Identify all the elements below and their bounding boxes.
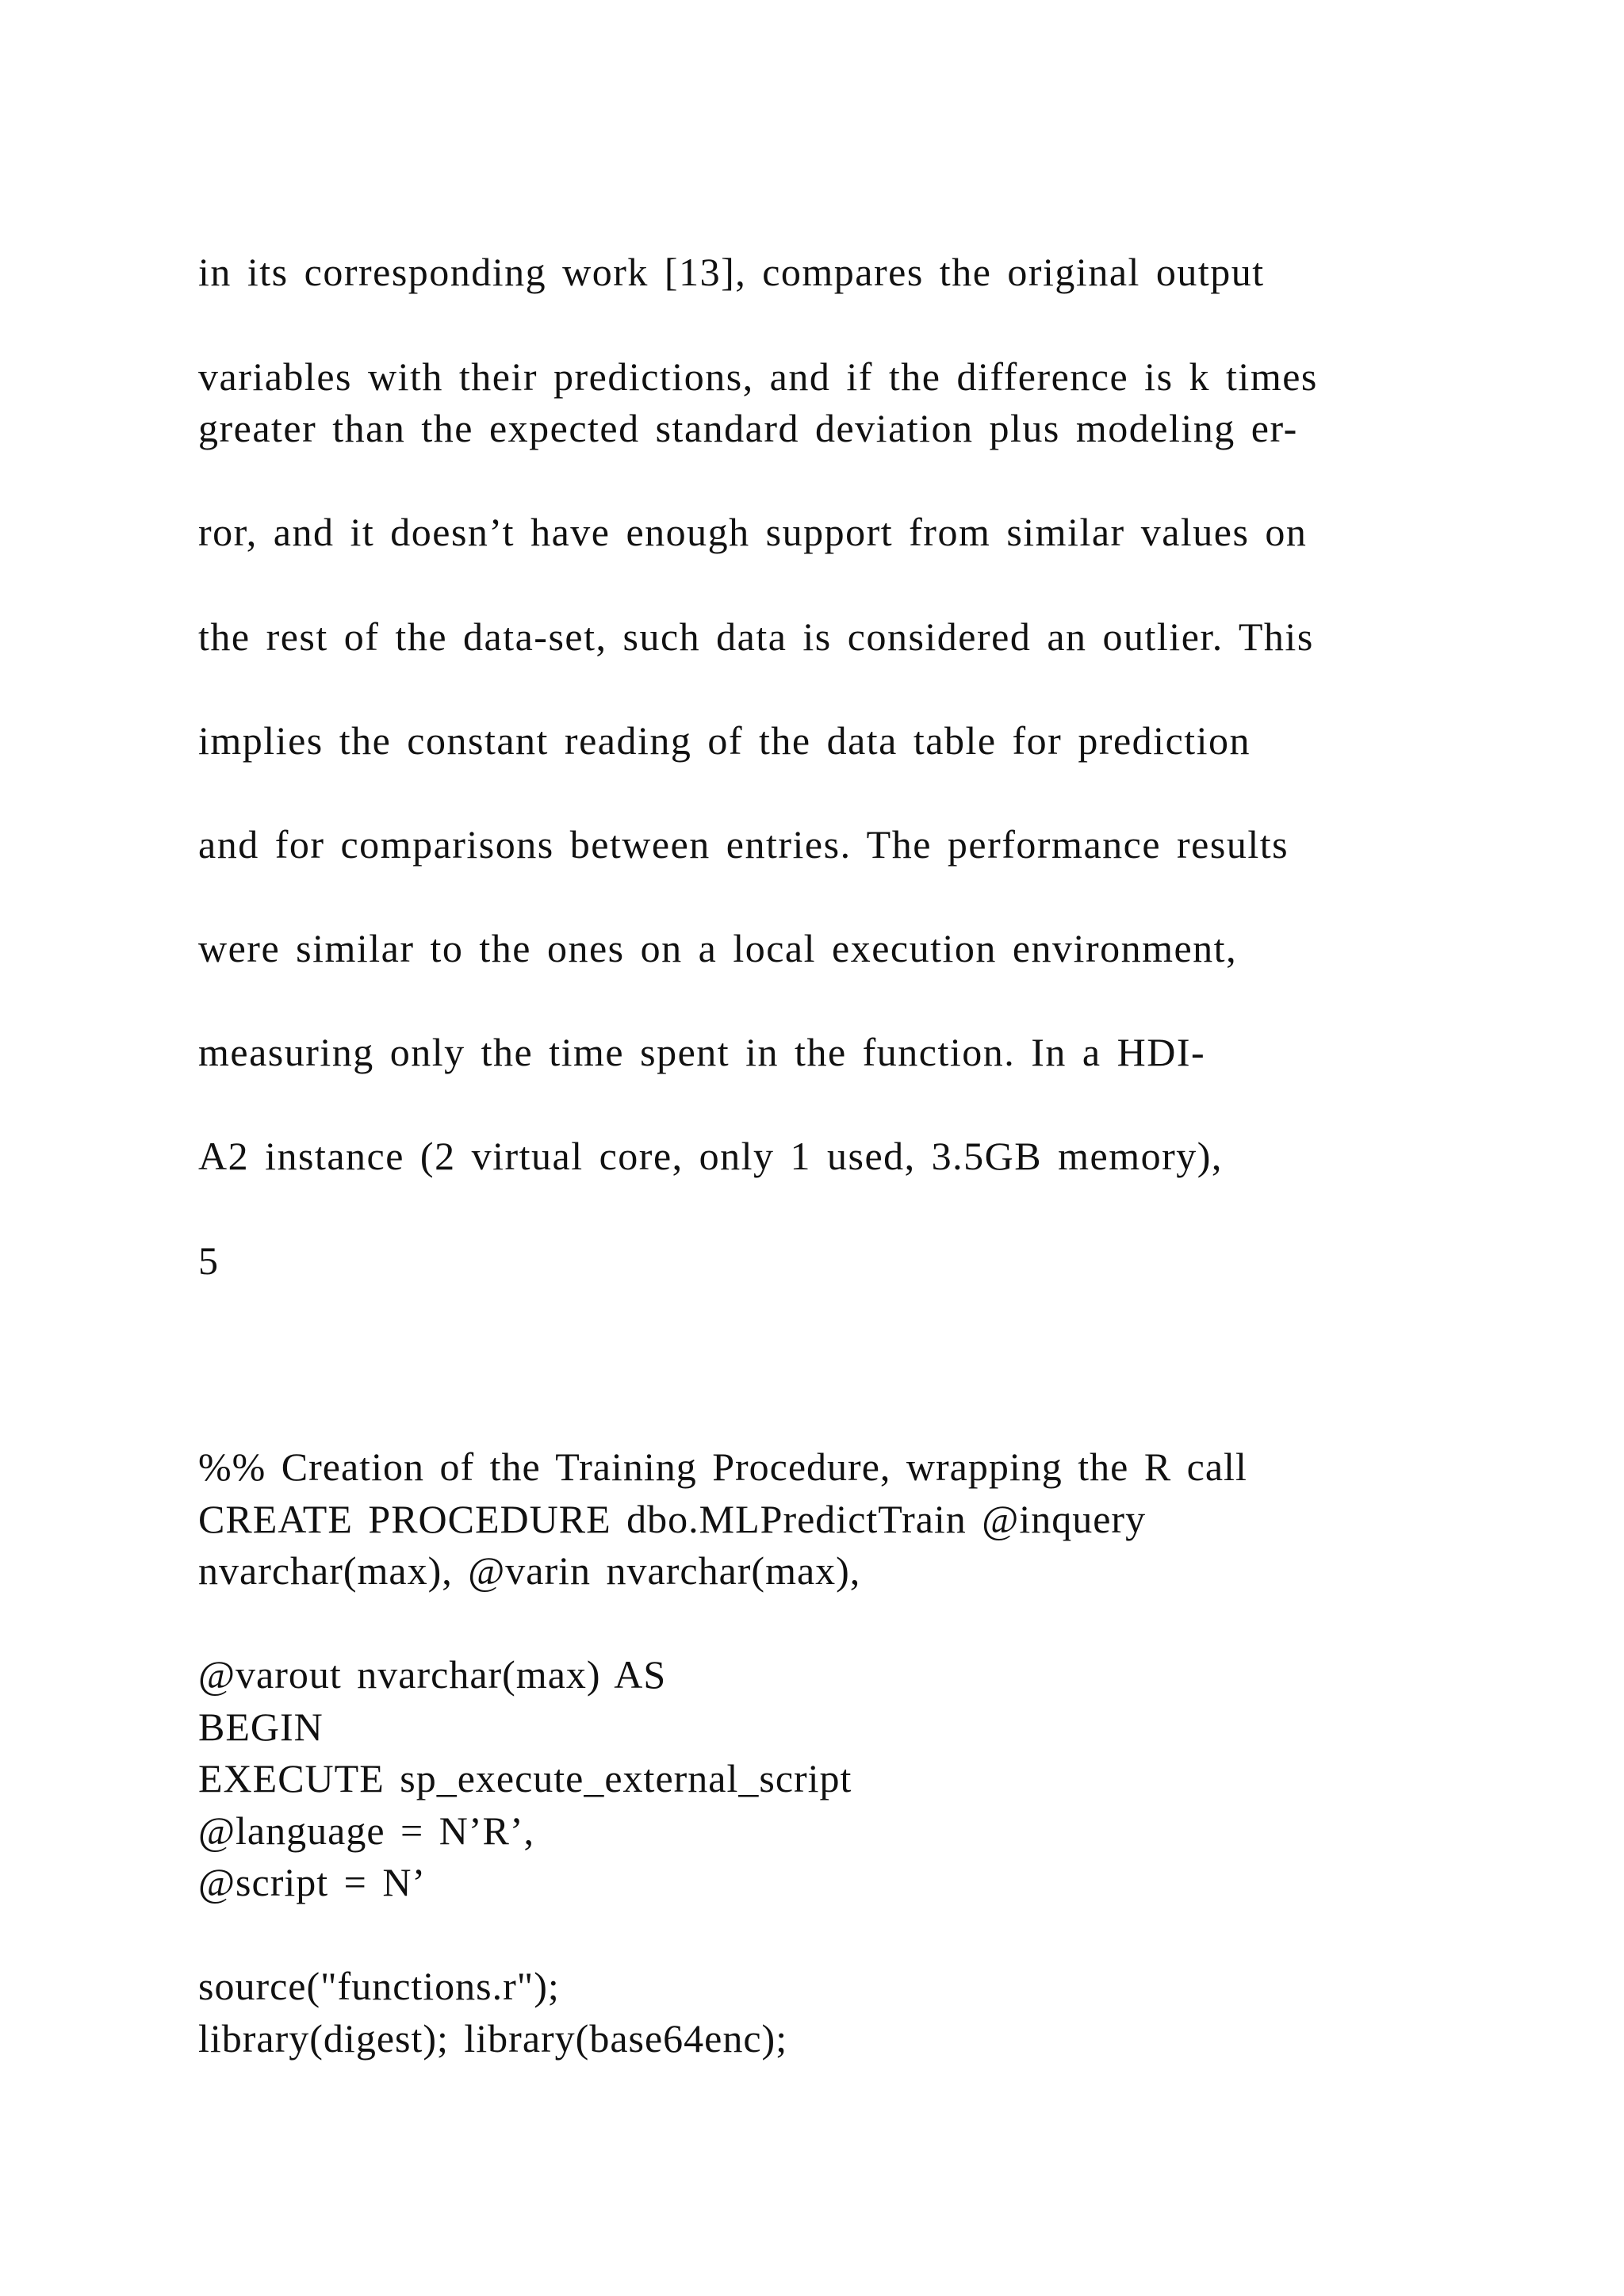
code-line: EXECUTE sp_execute_external_script [198, 1756, 852, 1800]
paragraph-line: the rest of the data-set, such data is considered an outlier. This [198, 614, 1314, 659]
code-line: %% Creation of the Training Procedure, wrapping the R call [198, 1445, 1247, 1489]
paragraph-line: measuring only the time spent in the function. In a HDI- [198, 1030, 1206, 1074]
code-line: source("functions.r"); [198, 1964, 560, 2008]
paragraph-line: implies the constant reading of the data table for prediction [198, 718, 1251, 763]
paragraph-line: variables with their predictions, and if the difference is k times [198, 354, 1318, 399]
paragraph-line: were similar to the ones on a local execution environment, [198, 926, 1238, 970]
code-line: nvarchar(max), @varin nvarchar(max), [198, 1548, 861, 1593]
paragraph-line: and for comparisons between entries. The performance results [198, 822, 1289, 867]
code-line: @script = N’ [198, 1860, 427, 1904]
page-number: 5 [198, 1238, 220, 1283]
paragraph-line: greater than the expected standard deviation plus modeling er- [198, 406, 1298, 450]
code-line: CREATE PROCEDURE dbo.MLPredictTrain @inquery [198, 1497, 1147, 1541]
paragraph-line: in its corresponding work [13], compares the original output [198, 250, 1265, 294]
code-line: @language = N’R’, [198, 1808, 534, 1853]
code-line: BEGIN [198, 1705, 324, 1749]
paragraph-line: ror, and it doesn’t have enough support from similar values on [198, 510, 1308, 554]
paragraph-line: A2 instance (2 virtual core, only 1 used, 3.5GB memory), [198, 1134, 1223, 1178]
code-line: @varout nvarchar(max) AS [198, 1652, 667, 1697]
code-line: library(digest); library(base64enc); [198, 2016, 788, 2061]
